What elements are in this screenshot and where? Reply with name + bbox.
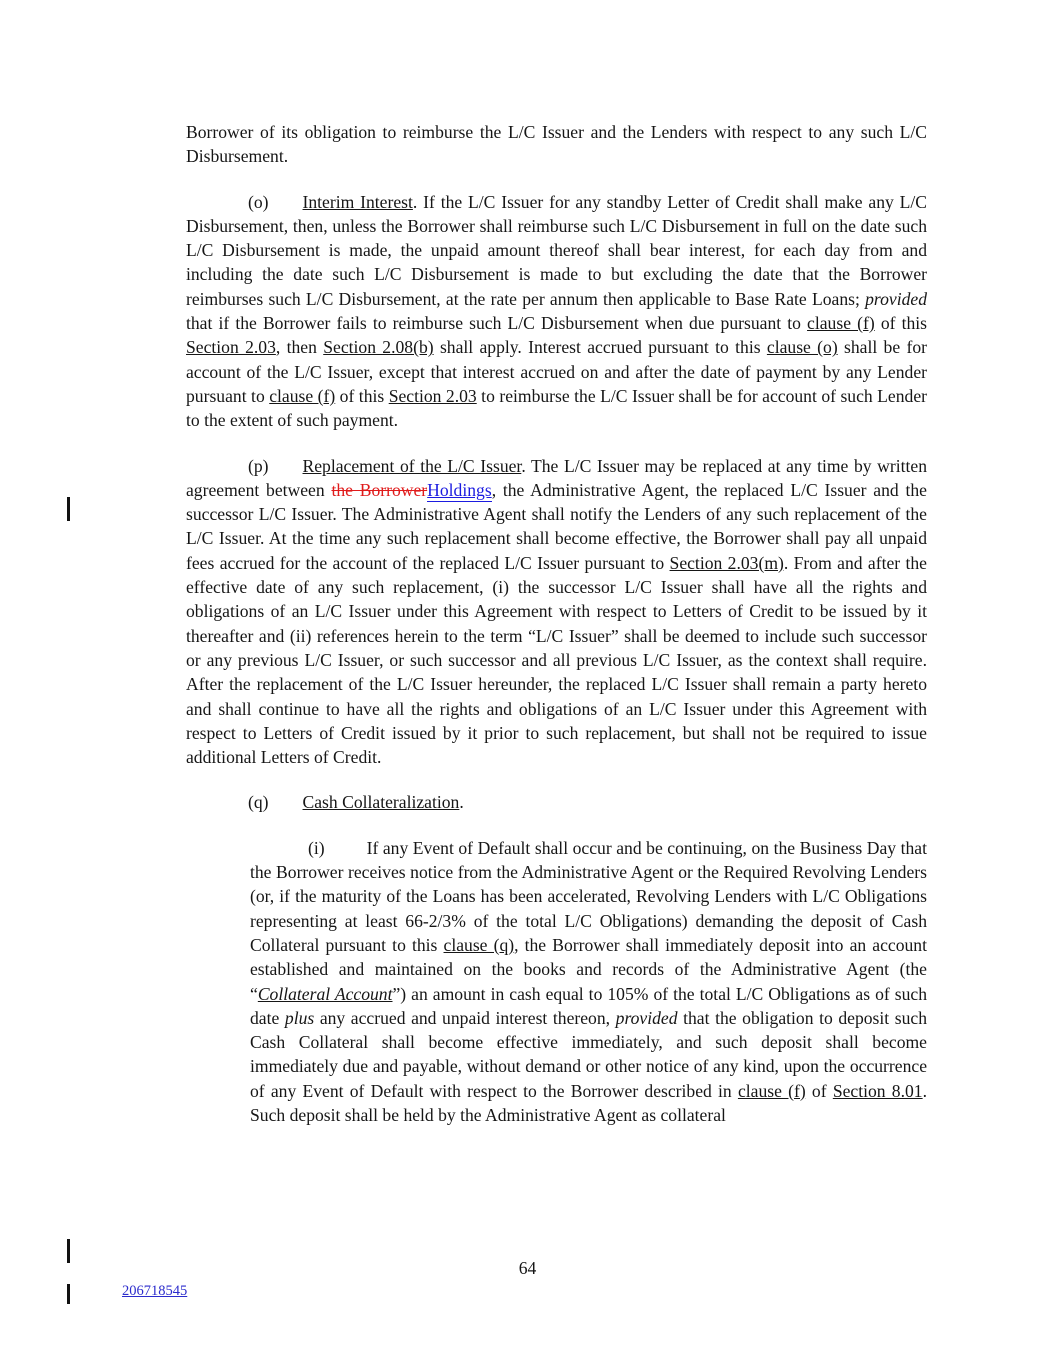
text-run: . The L/C Issuer may be replaced at any time by written agreement between [186,455,927,500]
text-run: that if the Borrower fails to reimburse such L/C Disbursement when due pursuant to [186,313,808,334]
text-run-u: Section 2.03 [388,385,477,406]
text-run-u: Section 8.01 [832,1080,923,1101]
text-run-ins: Holdings [427,479,492,500]
text-run: , then [275,337,324,358]
text-run-iu: Collateral Account [257,983,393,1004]
revision-change-bar [67,497,70,521]
text-run-u: Replacement of the L/C Issuer [302,455,522,476]
text-run-i: provided [615,1007,678,1028]
text-run-i: provided [865,288,927,309]
text-run: of [805,1080,833,1101]
text-run-u: Section 2.03(m) [669,552,784,573]
text-run: (p) [248,455,269,476]
text-run: ”) an amount in cash equal to 105% of the total L/C Obligations as of such date [250,983,927,1028]
text-run: . If the L/C Issuer for any standby Letter of Credit shall make any L/C Disbursement, then, unless the Borrower shall reimburse such L/C Disbursement in full on the date such L/C Disbursement is made, the unpaid amount thereof shall bear interest, for each day from and including the date such L/C Disbursement is made to but excluding the date that the Borrower reimburses such L/C Disbursement, at the rate per annum then applicable to Base Rate Loans; [186,191,927,309]
revision-change-bar [67,1284,70,1304]
paragraph-cash-collateral-i [250,836,927,1128]
text-run: of this [874,313,927,334]
text-run: , the Borrower shall immediately deposit into an account established and maintained on the books and records of the Administrative Agent (the “ [250,934,927,1004]
document-body [186,120,927,1127]
text-run-u: clause (f) [269,385,336,406]
text-run-u: clause (q) [443,934,515,955]
text-run: shall apply. Interest accrued pursuant to this [433,337,767,358]
text-run-u: Section 2.03 [186,337,276,358]
text-run-u: clause (o) [766,337,838,358]
text-run: shall be for account of the L/C Issuer, except that interest accrued on and after the date of payment by any Lender pursuant to [186,337,927,406]
text-run: . Such deposit shall be held by the Administrative Agent as collateral [250,1080,928,1125]
paragraph-cash-collateralization [186,790,927,814]
text-run-u: Section 2.08(b) [323,337,434,358]
text-run: . [459,792,464,813]
text-run: (i) [308,837,325,858]
text-run: If any Event of Default shall occur and be continuing, on the Business Day that the Borrower receives notice from the Administrative Agent or the Required Revolving Lenders (or, if the maturity of the Loans has been accelerated, Revolving Lenders with L/C Obligations representing at least 66-2/3% of the total L/C Obligations) demanding the deposit of Cash Collateral pursuant to this [250,837,927,955]
text-run-u: Cash Collateralization [302,792,460,813]
paragraph-interim-interest [186,190,927,433]
text-run: to reimburse the L/C Issuer shall be for account of such Lender to the extent of such payment. [186,385,927,431]
page-number: 64 [518,1258,537,1278]
text-run: any accrued and unpaid interest thereon, [314,1007,616,1028]
text-run-u: clause (f) [737,1080,806,1101]
text-run: that the obligation to deposit such Cash Collateral shall become effective immediately, and such deposit shall become immediately due and payable, without demand or other notice of any kind, upon the occurrence of any Event of Default with respect to the Borrower described in [250,1007,928,1101]
text-run: (q) [248,792,269,813]
document-id-link[interactable]: 206718545 [122,1283,188,1299]
text-run: , the Administrative Agent, the replaced L/C Issuer and the successor L/C Issuer. The Administrative Agent shall notify the Lenders of any such replacement of the L/C Issuer. At the time any such replacement shall become effective, the Borrower shall pay all unpaid fees accrued for the account of the replaced L/C Issuer pursuant to [186,479,927,573]
text-run-u: Interim Interest [302,191,413,212]
text-run: Borrower of its obligation to reimburse the L/C Issuer and the Lenders with respect to any such L/C Disbursement. [186,122,927,167]
text-run-i: plus [284,1007,315,1028]
text-run-del: the Borrower [331,479,428,500]
text-run-u: clause (f) [807,313,875,334]
paragraph-replacement-lc-issuer [186,454,927,770]
text-run: of this [335,385,389,406]
paragraph-continuation [186,120,927,169]
text-run: . From and after the effective date of any such replacement, (i) the successor L/C Issuer shall have all the rights and obligations of an L/C Issuer under this Agreement with respect to Letters of Credit to be issued by it thereafter and (ii) references herein to the term “L/C Issuer” shall be deemed to include such successor or any previous L/C Issuer, or such successor and all previous L/C Issuer, as the context shall require. After the replacement of the L/C Issuer hereunder, the replaced L/C Issuer shall remain a party hereto and shall continue to have all the rights and obligations of an L/C Issuer under this Agreement with respect to Letters of Credit issued by it prior to such replacement, but shall not be required to issue additional Letters of Credit. [186,552,927,768]
text-run: (o) [248,191,269,212]
